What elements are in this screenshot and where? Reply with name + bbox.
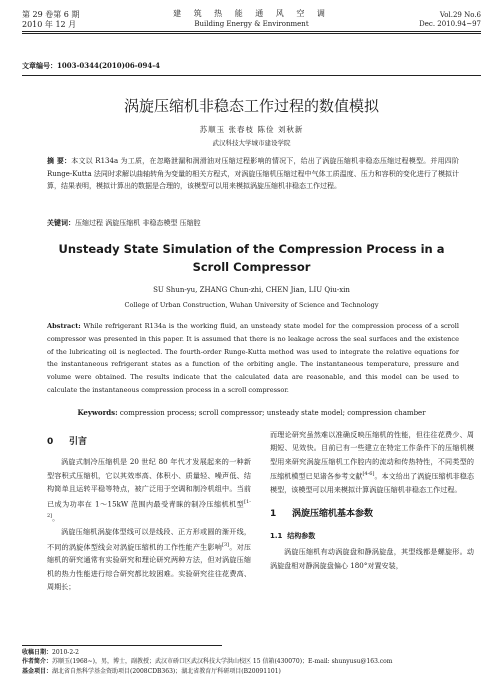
paragraph-text: 涡旋式制冷压缩机是 20 世纪 80 年代才发展起来的一种新型容积式压缩机，它以其效率高、体积小、质量轻、噪声低、结构简单且运转平稳等特点，被广泛用于空调和制冷机组中。当前已成为功率在 1～15kW 范围内最受青睐的制冷压缩机机型 bbox=[47, 457, 251, 508]
paragraph bbox=[270, 545, 474, 572]
date-pages-en: Dec. 2010.94~97 bbox=[419, 20, 481, 28]
section-title: 涡旋压缩机基本参数 bbox=[292, 509, 374, 520]
body-column-right bbox=[270, 424, 474, 572]
footnote-fund bbox=[22, 667, 492, 676]
journal-name-cn: 建 筑 热 能 通 风 空 调 bbox=[173, 9, 330, 18]
citation: [1-2] bbox=[47, 498, 251, 520]
abstract-en bbox=[47, 320, 459, 397]
keywords-en-text: compression process; scroll compressor; unsteady state model; compression chamber bbox=[117, 409, 426, 417]
paragraph-text: 。 bbox=[52, 513, 60, 523]
footnote-label: 收稿日期： bbox=[22, 649, 53, 656]
footnote-text: 2010-2-2 bbox=[52, 649, 79, 656]
affiliation-en: College of Urban Construction, Wuhan University of Science and Technology bbox=[124, 301, 379, 309]
footnote-text: 湖北省自然科学基金资助项目(2008CDB363)；湖北省教育厅科研项目(B20091101) bbox=[52, 667, 281, 675]
citation: [4-6] bbox=[362, 471, 375, 478]
section-number: 1 bbox=[270, 509, 277, 520]
header-rule bbox=[22, 31, 481, 32]
authors-en: SU Shun-yu, ZHANG Chun-zhi, CHEN Jian, LIU Qiu-xin bbox=[153, 286, 350, 294]
abstract-en-label: Abstract: bbox=[47, 322, 81, 330]
citation: [3] bbox=[222, 541, 230, 548]
footnote-rule bbox=[22, 645, 222, 646]
title-cn: 涡旋压缩机非稳态工作过程的数值模拟 bbox=[123, 97, 379, 115]
title-en: Unsteady State Simulation of the Compression Process in a Scroll Compressor bbox=[58, 242, 445, 274]
subsection-title: 结构参数 bbox=[287, 531, 316, 540]
footnote-label: 基金项目： bbox=[22, 667, 53, 675]
paragraph-text: 涡旋压缩机有动涡旋盘和静涡旋盘，其型线都是螺旋形。动涡旋盘相对静涡旋盘偏心 180°对置安装， bbox=[270, 547, 474, 570]
footnote-label: 作者简介： bbox=[22, 658, 53, 666]
abstract-en-text: While refrigerant R134a is the working fluid, an unsteady state model for the compression process of a scroll compressor was presented in this paper. It is assumed that there is no leakage across the seal surfaces and the existence of the lubricating oil is neglected. The fourth-order Runge-Kutta method was used to integrate the relative equations for the instantaneous refrigerant states as a function of the orbiting angle. The instantaneous temperature, pressure and volume were obtained. The results indicate that the calculated data are reasonable, and this model can be used to calculate the instantaneous compression process in a scroll compressor. bbox=[47, 322, 459, 394]
footnote-author bbox=[22, 657, 492, 666]
volume-issue: 第 29 卷第 6 期 bbox=[22, 10, 80, 19]
subsection-number: 1.1 bbox=[270, 531, 283, 540]
article-number-rule bbox=[22, 75, 481, 76]
abstract-cn bbox=[47, 155, 459, 193]
journal-name-en: Building Energy & Environment bbox=[194, 20, 309, 28]
footnote-received bbox=[22, 648, 492, 657]
authors-cn: 苏顺玉 张春枝 陈俭 刘秋新 bbox=[199, 125, 304, 134]
volume-en: Vol.29 No.6 bbox=[439, 11, 481, 19]
keywords-cn-label: 关键词： bbox=[47, 218, 75, 227]
abstract-cn-label: 摘 要： bbox=[47, 156, 72, 165]
paragraph-text: 。对压缩机的研究通常有实验研究和理论研究两种方法，但对涡旋压缩机的热力性能进行综合研究都比较困难。实验研究往往花费高、周期长； bbox=[47, 541, 252, 592]
subsection-heading-1-1 bbox=[270, 530, 474, 543]
header-rule-thin bbox=[22, 33, 481, 34]
paragraph-text: 。本文给出了涡旋压缩机非稳态模型，该模型可以用来模拟计算涡旋压缩机非稳态工作过程。 bbox=[270, 471, 475, 494]
body-column-left bbox=[47, 424, 251, 594]
paragraph bbox=[270, 428, 474, 496]
paragraph-text: 涡旋压缩机涡旋体型线可以是线段、正方形或圆的渐开线，不同的涡旋体型线会对涡旋压缩机的工作性能产生影响 bbox=[47, 527, 251, 551]
section-title: 引言 bbox=[69, 437, 88, 447]
article-number: 文章编号：1003-0344(2010)06-094-4 bbox=[22, 61, 161, 70]
paragraph bbox=[47, 455, 251, 525]
keywords-en bbox=[0, 408, 503, 417]
running-header-right bbox=[419, 11, 481, 29]
abstract-cn-text: 本文以 R134a 为工质，在忽略泄漏和润滑油对压缩过程影响的情况下，给出了涡旋压缩机非稳态压缩过程模型。并用四阶 Runge-Kutta 法同时求解以曲轴转角为变量的相关方程式，对涡旋压缩机压缩过程中气体工质温度、压力和容积的变化进行了模拟计算，结果表明，模拟计算出的数据是合理的，该模型可以用来模拟涡旋压缩机非稳态工作过程。 bbox=[47, 157, 459, 191]
keywords-cn-text: 压缩过程 涡旋压缩机 非稳态模型 压缩腔 bbox=[75, 219, 201, 227]
footnote-text: 苏顺玉(1968~)，男，博士，副教授；武汉市硚口区武汉科技大学洪山校区 15 信箱(430070)；E-mail: shunyusu@163.com bbox=[52, 658, 393, 666]
keywords-cn bbox=[47, 218, 459, 228]
footnote bbox=[22, 648, 492, 676]
section-heading-intro bbox=[47, 436, 251, 449]
paragraph bbox=[47, 525, 251, 593]
issue-date: 2010 年 12 月 bbox=[22, 20, 77, 29]
section-heading-1 bbox=[270, 508, 474, 521]
keywords-en-label: Keywords: bbox=[77, 408, 118, 417]
paragraph-text: 而理论研究虽然难以准确反映压缩机的性能，但往往花费少、周期短、见效快。目前已有一些建立在特定工作条件下的压缩机模型用来研究涡旋压缩机工作腔内的流动和传热特性，不同类型的压缩机模型已见诸各参考文献 bbox=[270, 430, 474, 481]
affiliation-cn: 武汉科技大学城市建设学院 bbox=[212, 139, 291, 147]
section-number: 0 bbox=[47, 437, 54, 447]
